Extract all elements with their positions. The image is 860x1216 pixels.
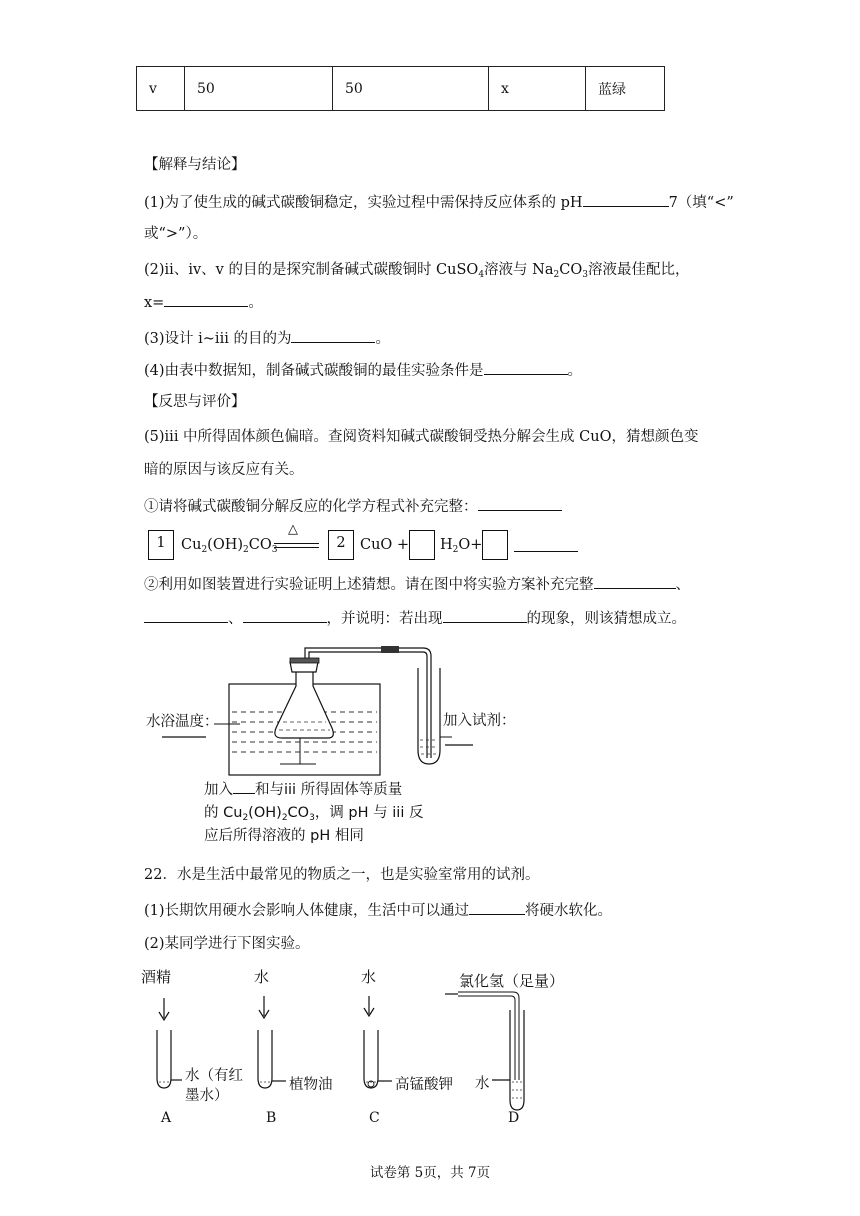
caption-text: 和与iii 所得固体等质量 bbox=[255, 782, 403, 798]
test-tube-c bbox=[364, 1030, 378, 1088]
label-water-c: 水 bbox=[361, 968, 377, 986]
question-5-2-line1 bbox=[144, 572, 690, 594]
answer-blank[interactable] bbox=[594, 572, 676, 589]
subscript: 2 bbox=[201, 545, 208, 555]
q2-text-b: 溶液与 Na bbox=[484, 262, 554, 278]
subscript: 2 bbox=[242, 813, 249, 823]
table-cell: 蓝绿 bbox=[586, 67, 665, 111]
caption-text: CO bbox=[287, 805, 310, 821]
coefficient-1: 1 bbox=[156, 535, 166, 551]
tube-letter-a: A bbox=[161, 1110, 172, 1126]
subscript: 2 bbox=[452, 545, 459, 555]
test-tube-d bbox=[510, 1010, 524, 1110]
tube-connector bbox=[381, 646, 399, 653]
caption-text: (OH) bbox=[248, 805, 282, 821]
label-water-d: 水 bbox=[475, 1076, 490, 1092]
q1-text-b: 7（填“<” bbox=[668, 195, 734, 211]
coefficient-box[interactable] bbox=[482, 530, 508, 560]
subscript: 2 bbox=[553, 270, 560, 280]
answer-blank[interactable] bbox=[478, 494, 562, 511]
test-tube-b bbox=[258, 1030, 272, 1088]
subscript: 2 bbox=[243, 545, 249, 555]
question-2-line2 bbox=[144, 290, 263, 312]
table-cell: 50 bbox=[333, 67, 489, 111]
answer-blank[interactable] bbox=[291, 326, 375, 343]
data-table bbox=[136, 66, 665, 111]
caption-text: 加入 bbox=[204, 782, 233, 798]
question-2-line1 bbox=[144, 258, 689, 280]
answer-blank[interactable] bbox=[484, 358, 568, 375]
q2-text-c: CO bbox=[559, 262, 583, 278]
q5-2-text-d: ，并说明：若出现 bbox=[326, 611, 443, 627]
label-hydrogen-chloride: 氯化氢（足量） bbox=[459, 972, 565, 990]
q3-text-b: 。 bbox=[375, 331, 390, 347]
formula-part: Cu bbox=[181, 537, 202, 553]
delivery-tube bbox=[305, 648, 431, 758]
question-1-line2: 或“>”）。 bbox=[144, 226, 208, 242]
question-22: 22．水是生活中最常见的物质之一，也是实验室常用的试剂。 bbox=[144, 867, 540, 883]
question-5-1 bbox=[144, 494, 562, 516]
question-5-line2: 暗的原因与该反应有关。 bbox=[144, 462, 304, 478]
tube-letter-c: C bbox=[369, 1110, 380, 1126]
figure-caption-line1 bbox=[204, 778, 402, 799]
q2-text-f: 。 bbox=[248, 295, 263, 311]
equals-line bbox=[274, 547, 319, 548]
caption-text: ，调 pH 与 iii 反 bbox=[314, 805, 424, 821]
test-tube-a bbox=[157, 1030, 171, 1088]
answer-blank[interactable] bbox=[144, 606, 228, 623]
section-title-reflection: 【反思与评价】 bbox=[144, 394, 246, 410]
q5-2-text-b: 、 bbox=[675, 577, 690, 593]
label-water-red-ink-1: 水（有红 bbox=[185, 1068, 243, 1084]
q2-text: (2)ii、iv、v 的目的是探究制备碱式碳酸铜时 CuSO bbox=[144, 262, 479, 278]
q4-text: (4)由表中数据知，制备碱式碳酸铜的最佳实验条件是 bbox=[144, 363, 484, 379]
section-title-conclusion: 【解释与结论】 bbox=[144, 157, 246, 173]
question-4 bbox=[144, 358, 582, 380]
q22-1-text: (1)长期饮用硬水会影响人体健康，生活中可以通过 bbox=[144, 903, 470, 919]
rubber-stopper bbox=[290, 662, 318, 672]
reagent-label: 加入试剂： bbox=[443, 713, 516, 729]
tube-letter-b: B bbox=[266, 1110, 277, 1126]
formula-part: H bbox=[440, 537, 453, 553]
figure-caption-line3: 应后所得溶液的 pH 相同 bbox=[204, 828, 364, 844]
q4-text-b: 。 bbox=[567, 363, 583, 379]
figure-caption-line2 bbox=[204, 801, 423, 823]
q22-1-text-b: 将硬水软化。 bbox=[525, 903, 613, 919]
coefficient-2: 2 bbox=[336, 535, 346, 551]
test-tube bbox=[418, 668, 440, 764]
product-water bbox=[440, 537, 482, 555]
formula-part: O+ bbox=[458, 537, 483, 553]
q2-text-d: 溶液最佳配比， bbox=[587, 262, 690, 278]
subscript: 3 bbox=[582, 270, 588, 280]
subscript: 3 bbox=[271, 545, 278, 555]
subscript: 3 bbox=[309, 813, 315, 823]
tube-letter-d: D bbox=[508, 1110, 520, 1126]
answer-blank[interactable] bbox=[243, 606, 327, 623]
q5-2-text-c: 、 bbox=[228, 611, 243, 627]
erlenmeyer-flask bbox=[275, 672, 333, 738]
table-cell: v bbox=[137, 67, 185, 111]
label-water-b: 水 bbox=[254, 968, 270, 986]
label-water-red-ink-2: 墨水） bbox=[185, 1088, 229, 1104]
table-row bbox=[137, 67, 665, 111]
label-vegetable-oil: 植物油 bbox=[289, 1077, 333, 1093]
table-cell: 50 bbox=[185, 67, 333, 111]
product-cuo: CuO + bbox=[360, 537, 410, 553]
equals-line bbox=[274, 543, 319, 544]
question-22-2: (2)某同学进行下图实验。 bbox=[144, 936, 310, 952]
subscript: 2 bbox=[281, 813, 288, 823]
q2-text-e: x= bbox=[144, 295, 165, 311]
answer-blank[interactable] bbox=[583, 190, 669, 207]
page-footer: 试卷第 5页，共 7页 bbox=[369, 1165, 491, 1181]
label-potassium-permanganate: 高锰酸钾 bbox=[395, 1077, 453, 1093]
answer-blank[interactable] bbox=[233, 779, 255, 794]
subscript: 4 bbox=[478, 270, 485, 280]
q5-2-text: ②利用如图装置进行实验证明上述猜想。请在图中将实验方案补充完整 bbox=[144, 577, 594, 593]
question-5-line1: (5)iii 中所得固体颜色偏暗。查阅资料知碱式碳酸铜受热分解会生成 CuO，猜想颜色变 bbox=[144, 429, 699, 445]
answer-blank[interactable] bbox=[469, 898, 525, 915]
formula-part: (OH) bbox=[207, 537, 244, 553]
q3-text: (3)设计 i~iii 的目的为 bbox=[144, 331, 292, 347]
question-22-1 bbox=[144, 898, 612, 920]
bath-temperature-label: 水浴温度： bbox=[146, 714, 219, 730]
answer-blank[interactable] bbox=[514, 551, 578, 552]
answer-blank[interactable] bbox=[164, 290, 248, 307]
label-alcohol: 酒精 bbox=[141, 968, 172, 986]
coefficient-box[interactable] bbox=[409, 530, 435, 560]
table-cell: x bbox=[489, 67, 586, 111]
q5-2-text-e: 的现象，则该猜想成立。 bbox=[526, 611, 686, 627]
caption-text: 的 Cu bbox=[204, 805, 243, 821]
q5-1-text: ①请将碱式碳酸铜分解反应的化学方程式补充完整： bbox=[144, 499, 478, 515]
question-1-line1 bbox=[144, 190, 734, 212]
question-3 bbox=[144, 326, 390, 348]
question-5-2-line2 bbox=[144, 606, 686, 628]
formula-part: CO bbox=[248, 537, 272, 553]
answer-blank[interactable] bbox=[443, 606, 527, 623]
heat-symbol: △ bbox=[288, 522, 298, 537]
reactant-formula bbox=[181, 537, 277, 555]
q1-text: (1)为了使生成的碱式碳酸铜稳定，实验过程中需保持反应体系的 pH bbox=[144, 195, 583, 211]
